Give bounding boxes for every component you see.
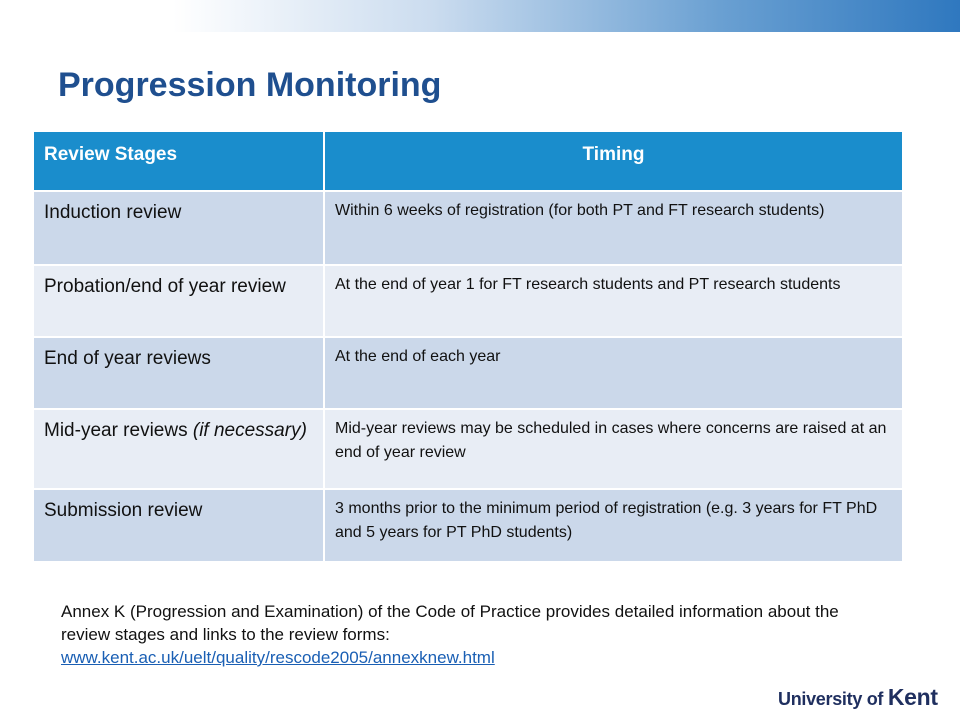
logo-prefix: University of <box>778 689 888 709</box>
table-row <box>34 265 902 337</box>
timing-cell: Mid-year reviews may be scheduled in cases where concerns are raised at an end of year review <box>324 409 902 489</box>
review-stages-table <box>34 132 902 561</box>
stage-cell: End of year reviews <box>34 337 324 409</box>
stage-cell <box>34 409 324 489</box>
logo-name: Kent <box>887 684 938 710</box>
header-timing: Timing <box>324 132 902 191</box>
annex-note-text: Annex K (Progression and Examination) of the Code of Practice provides detailed information about the review stages and links to the review forms: <box>61 602 839 644</box>
timing-cell: At the end of year 1 for FT research students and PT research students <box>324 265 902 337</box>
stage-note-text: (if necessary) <box>192 420 307 441</box>
stage-cell: Submission review <box>34 489 324 561</box>
table-header-row <box>34 132 902 191</box>
page-title: Progression Monitoring <box>58 66 442 104</box>
university-logo <box>778 684 938 711</box>
stage-cell: Induction review <box>34 191 324 265</box>
table-row <box>34 191 902 265</box>
stage-main-text: Mid-year reviews <box>44 420 193 441</box>
table-row <box>34 337 902 409</box>
timing-cell: Within 6 weeks of registration (for both PT and FT research students) <box>324 191 902 265</box>
header-review-stages: Review Stages <box>34 132 324 191</box>
top-gradient-band <box>0 0 960 32</box>
annex-note <box>61 600 891 669</box>
table-row <box>34 409 902 489</box>
timing-cell: 3 months prior to the minimum period of registration (e.g. 3 years for FT PhD and 5 years for PT PhD students) <box>324 489 902 561</box>
timing-cell: At the end of each year <box>324 337 902 409</box>
stage-cell: Probation/end of year review <box>34 265 324 337</box>
annex-link[interactable]: www.kent.ac.uk/uelt/quality/rescode2005/annexknew.html <box>61 648 495 667</box>
table-row <box>34 489 902 561</box>
